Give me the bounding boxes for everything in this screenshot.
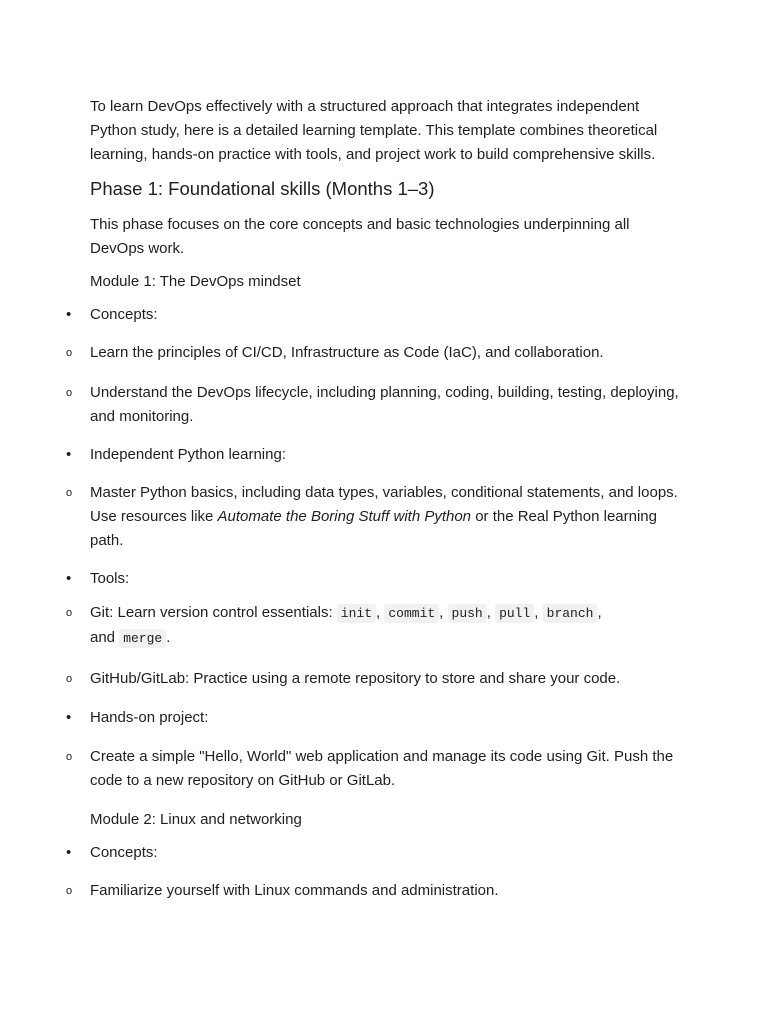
code-pull: pull	[495, 604, 534, 623]
git-and: and	[90, 629, 120, 646]
code-commit: commit	[384, 604, 439, 623]
list-item-text: Learn the principles of CI/CD, Infrastructure as Code (IaC), and collaboration.	[90, 344, 604, 361]
circle-marker: o	[66, 751, 73, 763]
bullet-marker: •	[66, 844, 72, 861]
separator: ,	[486, 604, 496, 621]
phase1-heading: Phase 1: Foundational skills (Months 1–3)	[90, 178, 435, 199]
circle-marker: o	[66, 387, 73, 399]
python-text-before: Master Python basics, including data types, variables, conditional statements, and loops. Use resources like	[90, 484, 678, 525]
code-merge: merge	[119, 629, 166, 648]
list-item-text: Familiarize yourself with Linux commands and administration.	[90, 882, 499, 899]
list-item-text	[90, 481, 682, 553]
bullet-marker: •	[66, 709, 72, 726]
bullet-marker: •	[66, 306, 72, 323]
code-push: push	[448, 604, 487, 623]
list-item-label: Hands-on project:	[90, 709, 209, 726]
git-end: .	[166, 629, 171, 646]
circle-marker: o	[66, 607, 73, 619]
python-text-after: or the Real Python learning path.	[90, 508, 657, 549]
list-item-label: Tools:	[90, 570, 130, 587]
phase1-description: This phase focuses on the core concepts and basic technologies underpinning all DevOps work.	[90, 216, 630, 257]
git-prefix: Git: Learn version control essentials:	[90, 604, 337, 621]
list-item-text: GitHub/GitLab: Practice using a remote repository to store and share your code.	[90, 670, 621, 687]
circle-marker: o	[66, 673, 73, 685]
circle-marker: o	[66, 487, 73, 499]
separator: ,	[597, 604, 602, 621]
separator: ,	[439, 604, 448, 621]
list-item-text: Understand the DevOps lifecycle, including planning, coding, building, testing, deploying, and monitoring.	[90, 384, 679, 425]
separator: ,	[534, 604, 543, 621]
bullet-marker: •	[66, 570, 72, 587]
code-init: init	[337, 604, 376, 623]
module1-title: Module 1: The DevOps mindset	[90, 273, 301, 290]
module2-title: Module 2: Linux and networking	[90, 811, 302, 828]
list-item-text	[90, 601, 682, 651]
code-branch: branch	[543, 604, 598, 623]
list-item-label: Concepts:	[90, 844, 158, 861]
bullet-marker: •	[66, 446, 72, 463]
intro-paragraph: To learn DevOps effectively with a structured approach that integrates independent Python study, here is a detailed learning template. This template combines theoretical learning, hands-on practice with tools, and project work to build comprehensive skills.	[90, 98, 658, 163]
separator: ,	[376, 604, 385, 621]
list-item-label: Independent Python learning:	[90, 446, 286, 463]
circle-marker: o	[66, 885, 73, 897]
circle-marker: o	[66, 347, 73, 359]
book-title: Automate the Boring Stuff with Python	[217, 508, 472, 525]
list-item-text: Create a simple "Hello, World" web application and manage its code using Git. Push the code to a new repository on GitHub or GitLab.	[90, 748, 674, 789]
list-item-label: Concepts:	[90, 306, 158, 323]
